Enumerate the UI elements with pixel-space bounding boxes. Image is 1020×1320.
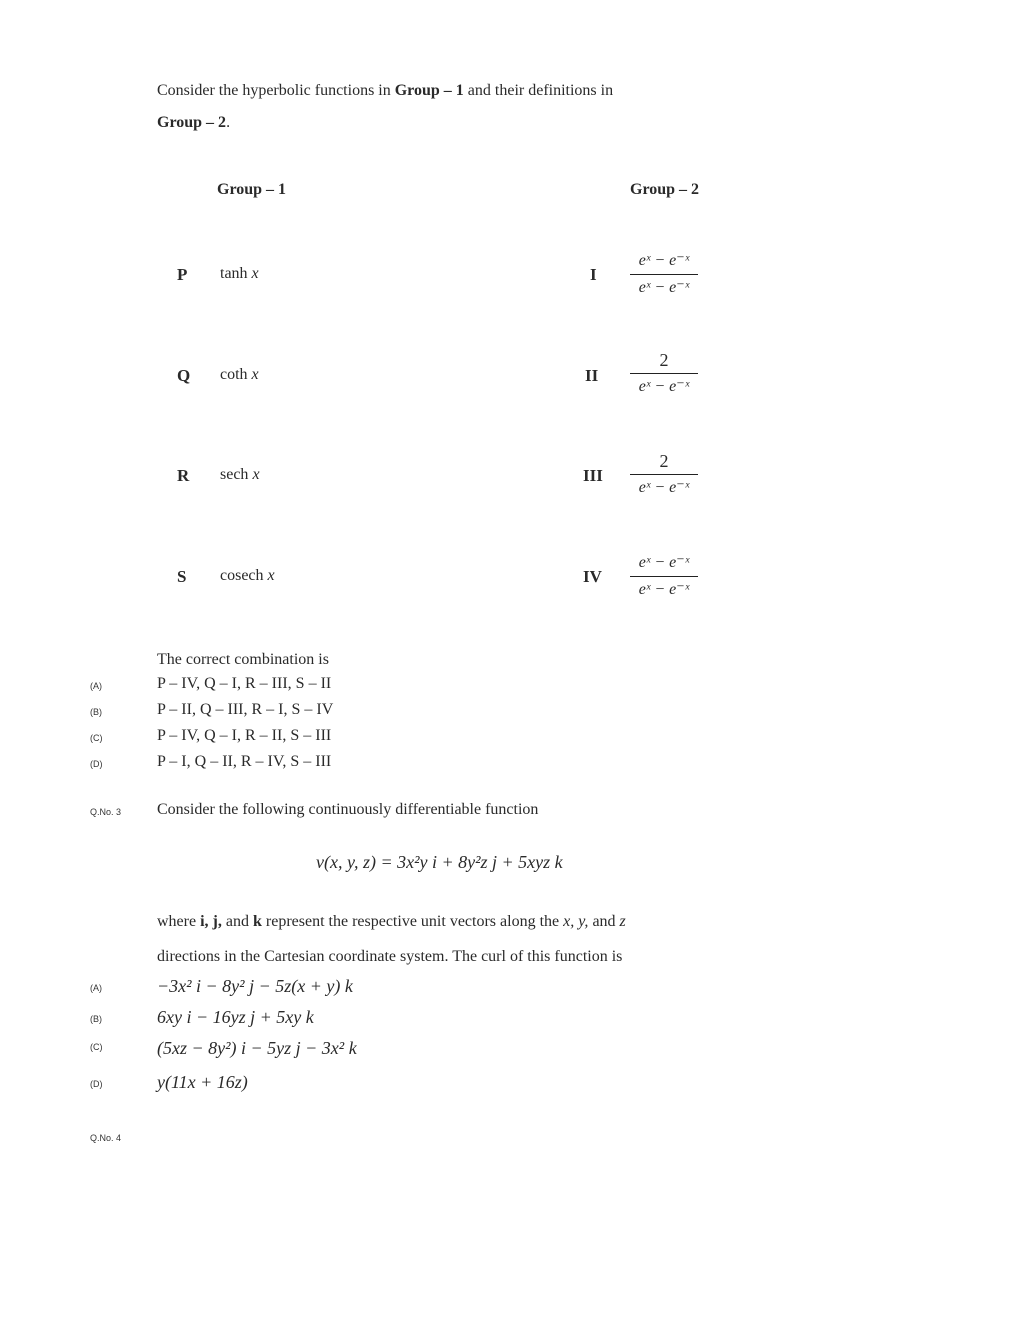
group2-ref: Group – 2	[157, 114, 227, 131]
group1-ref: Group – 1	[394, 82, 464, 99]
q2-option-c-label: (C)	[90, 733, 103, 743]
q3-where-line2: directions in the Cartesian coordinate system. The curl of this function is	[157, 948, 623, 965]
group2-label-iv: IV	[583, 567, 602, 586]
group1-fn-cosech: cosech x	[220, 567, 275, 584]
group1-fn-tanh: tanh x	[220, 265, 259, 282]
group2-def-iii: 2 eˣ − e⁻ˣ	[630, 450, 698, 499]
q2-prompt: The correct combination is	[157, 651, 329, 668]
q2-intro-line1: Consider the hyperbolic functions in Group – 1 and their definitions in	[157, 82, 614, 99]
group2-def-iv: eˣ − e⁻ˣ eˣ − e⁻ˣ	[630, 552, 698, 601]
q4-number: Q.No. 4	[90, 1133, 122, 1143]
group1-heading: Group – 1	[217, 181, 287, 198]
q2-option-c[interactable]: P – IV, Q – I, R – II, S – III	[157, 727, 332, 744]
group2-label-i: I	[590, 265, 597, 284]
q2-option-d[interactable]: P – I, Q – II, R – IV, S – III	[157, 753, 332, 770]
group2-def-i: eˣ − e⁻ˣ eˣ − e⁻ˣ	[630, 250, 698, 299]
q3-option-b[interactable]: 6xy i − 16yz j + 5xy k	[157, 1007, 314, 1027]
q2-option-b[interactable]: P – II, Q – III, R – I, S – IV	[157, 701, 334, 718]
q2-option-a[interactable]: P – IV, Q – I, R – III, S – II	[157, 675, 332, 692]
q3-equation: v(x, y, z) = 3x²y i + 8y²z j + 5xyz k	[316, 852, 563, 872]
q2-option-b-label: (B)	[90, 707, 102, 717]
group1-label-s: S	[177, 567, 187, 586]
group1-fn-sech: sech x	[220, 466, 260, 483]
q3-option-c[interactable]: (5xz − 8y²) i − 5yz j − 3x² k	[157, 1038, 357, 1058]
q3-intro: Consider the following continuously differentiable function	[157, 801, 539, 818]
group1-fn-coth: coth x	[220, 366, 259, 383]
q2-intro-line2: Group – 2.	[157, 114, 231, 131]
group2-label-iii: III	[583, 466, 603, 485]
q3-option-d[interactable]: y(11x + 16z)	[157, 1072, 248, 1092]
q3-option-c-label: (C)	[90, 1042, 103, 1052]
q3-where-line: where i, j, and k represent the respective unit vectors along the x, y, and z	[157, 913, 626, 930]
group1-label-p: P	[177, 265, 188, 284]
q3-option-a-label: (A)	[90, 983, 102, 993]
group2-label-ii: II	[585, 366, 599, 385]
q2-option-a-label: (A)	[90, 681, 102, 691]
q3-option-b-label: (B)	[90, 1014, 102, 1024]
group2-def-ii: 2 eˣ − e⁻ˣ	[630, 349, 698, 398]
group1-label-q: Q	[177, 366, 191, 385]
q3-option-d-label: (D)	[90, 1079, 103, 1089]
group2-heading: Group – 2	[630, 181, 700, 198]
q3-number: Q.No. 3	[90, 807, 122, 817]
q2-option-d-label: (D)	[90, 759, 103, 769]
q3-option-a[interactable]: −3x² i − 8y² j − 5z(x + y) k	[157, 976, 353, 996]
group1-label-r: R	[177, 466, 190, 485]
